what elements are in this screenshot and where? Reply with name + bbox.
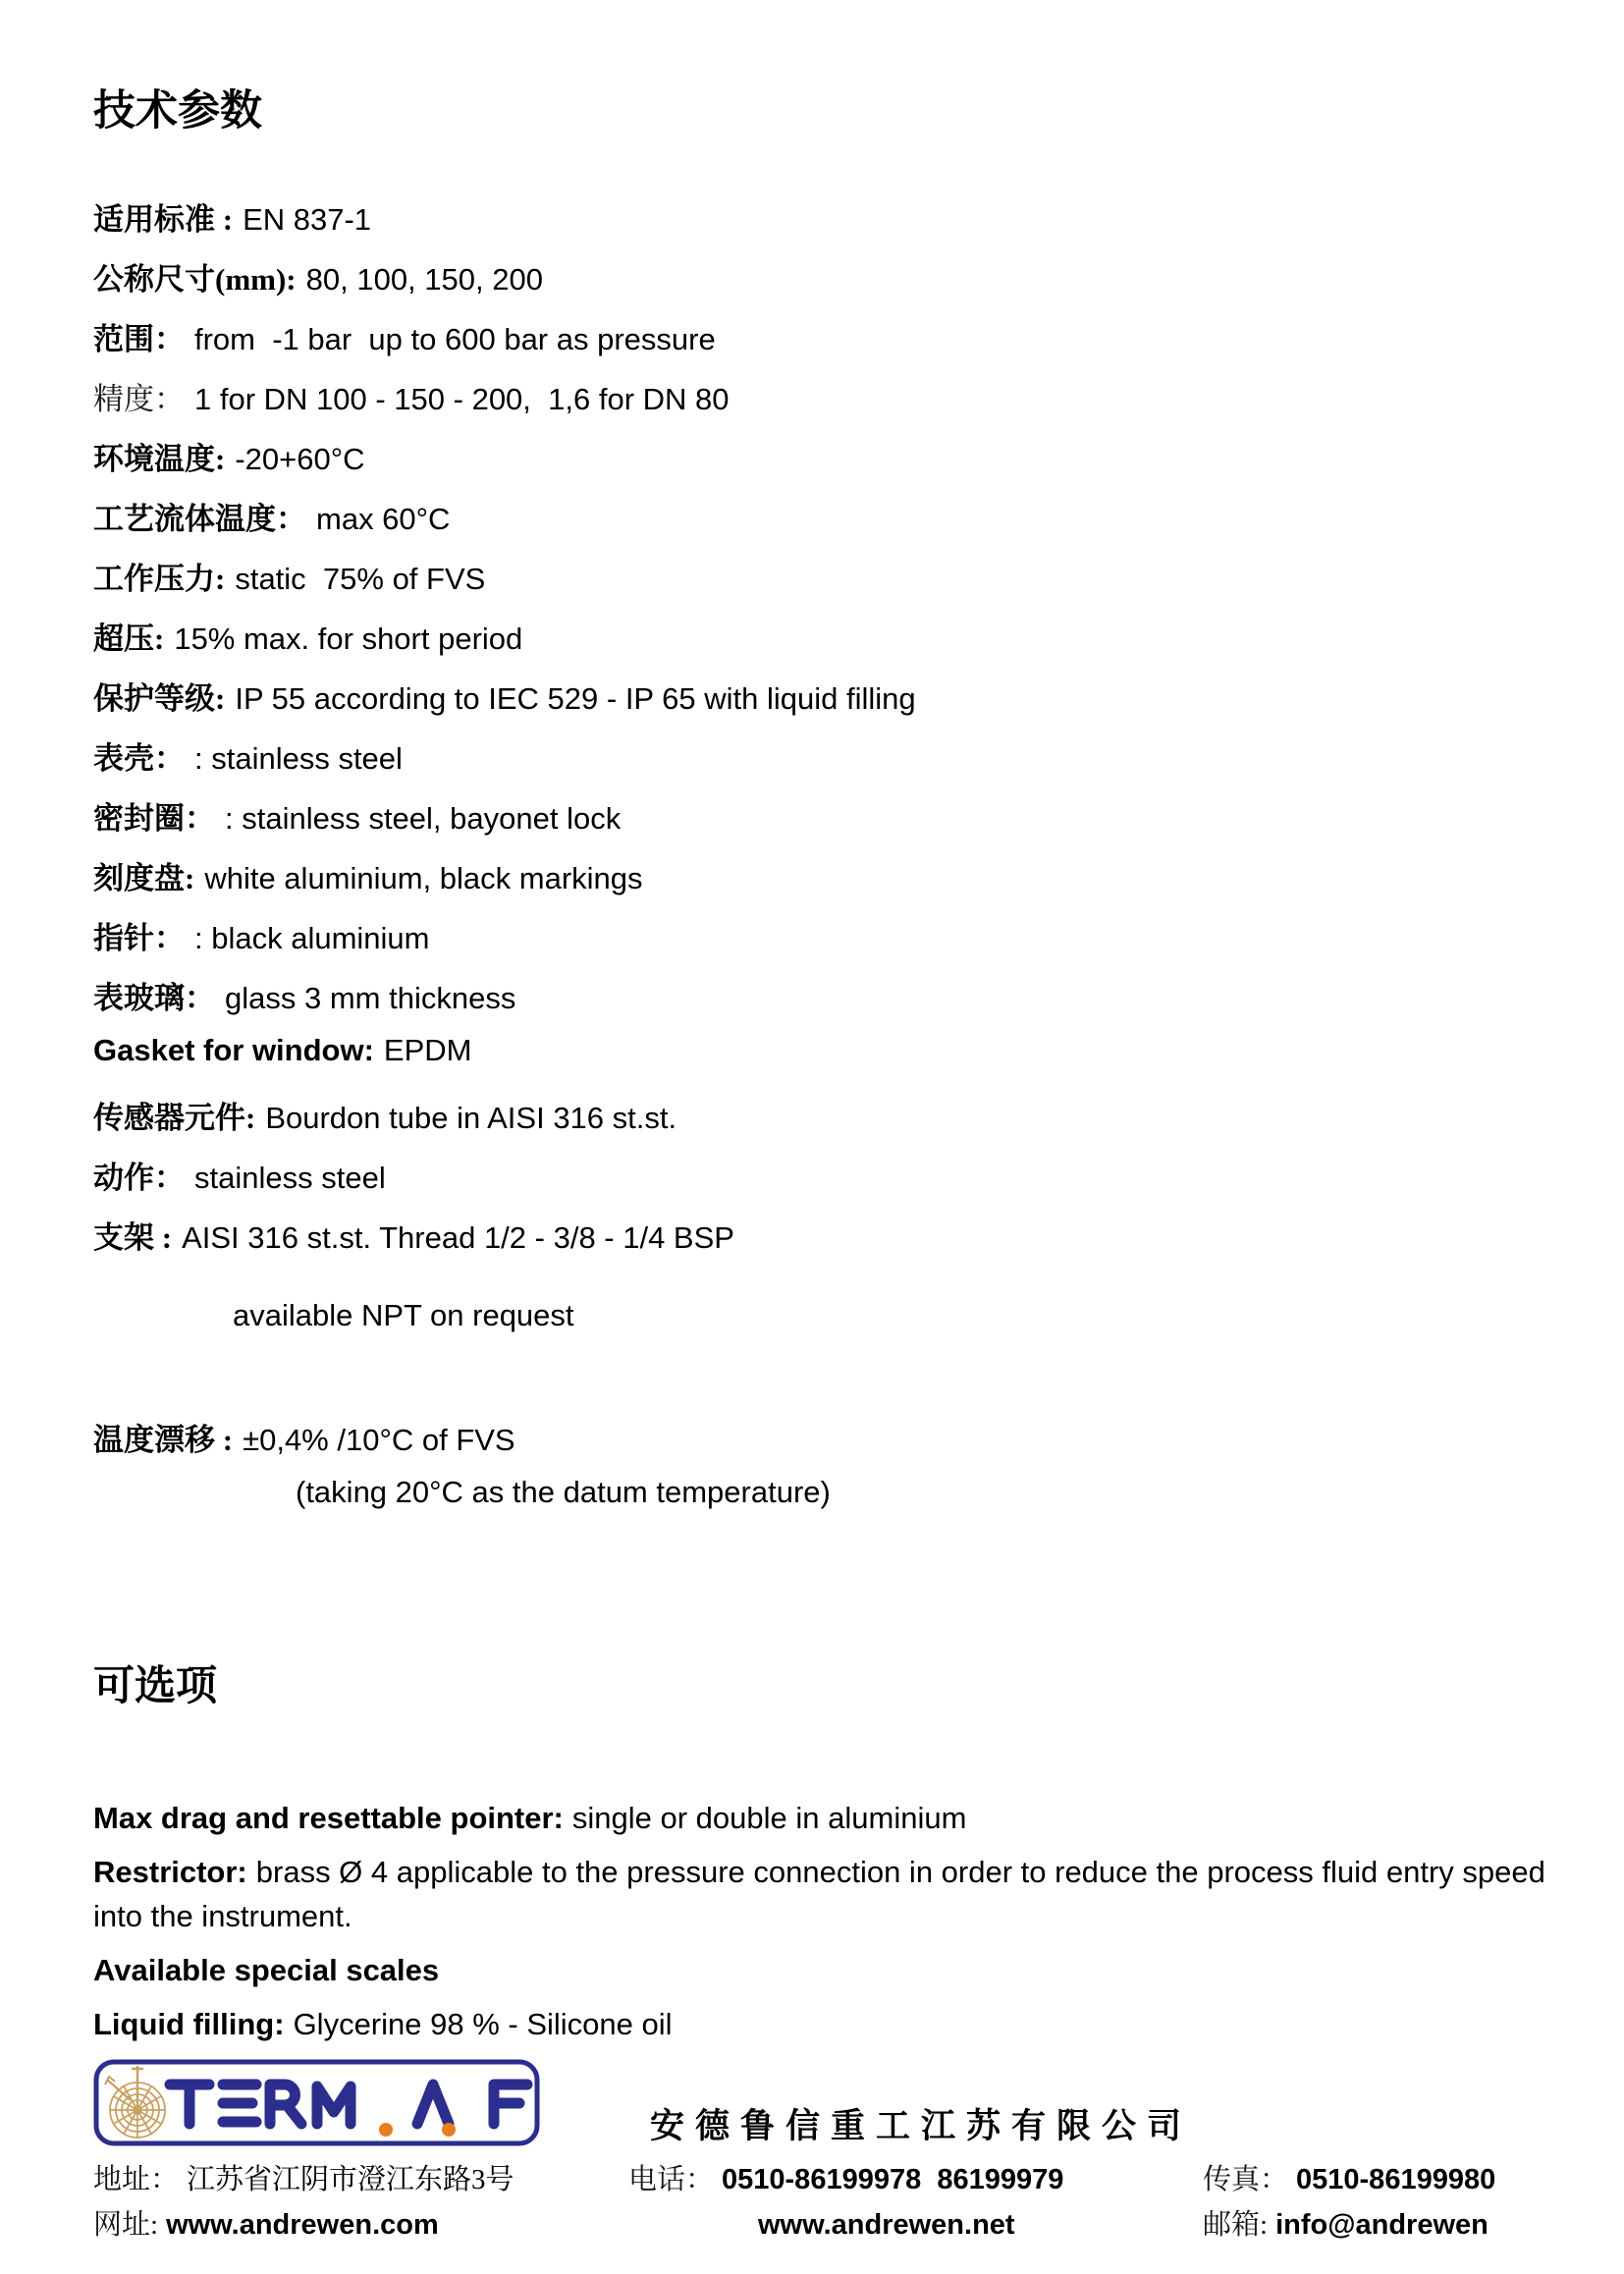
spec-row bbox=[93, 973, 1567, 1033]
spec-label: 公称尺寸(mm): bbox=[93, 261, 297, 297]
website-label: 网址: bbox=[93, 2209, 159, 2241]
spec-label: 传感器元件: bbox=[93, 1100, 256, 1135]
spec-label: 表玻璃： bbox=[93, 980, 215, 1015]
spec-label: 适用标准 : bbox=[93, 201, 234, 237]
spec-row bbox=[93, 434, 1567, 494]
spec-value: available NPT on request bbox=[233, 1297, 574, 1332]
main-content bbox=[93, 86, 1567, 2056]
spec-value: : stainless steel, bayonet lock bbox=[225, 800, 622, 836]
spec-value: IP 55 according to IEC 529 - IP 65 with liquid filling bbox=[235, 680, 916, 716]
spec-label: 温度漂移 : bbox=[93, 1422, 234, 1457]
spec-label: 刻度盘: bbox=[93, 860, 195, 895]
spec-row bbox=[93, 1415, 1567, 1475]
spec-label: Gasket for window: bbox=[93, 1032, 374, 1067]
spec-value: stainless steel bbox=[194, 1160, 386, 1195]
spec-row bbox=[93, 194, 1567, 254]
spec-row bbox=[93, 1298, 1567, 1358]
address-value: 江苏省江阴市澄江东路3号 bbox=[187, 2164, 514, 2195]
option-row bbox=[93, 1948, 1567, 1992]
contact-row-1 bbox=[93, 2157, 1586, 2202]
specs-list bbox=[93, 194, 1567, 1535]
email-cell bbox=[1203, 2202, 1586, 2247]
contact-row-2 bbox=[93, 2202, 1586, 2247]
spec-label: 范围： bbox=[93, 321, 185, 356]
spec-label: 支架 : bbox=[93, 1219, 173, 1255]
spec-value: 15% max. for short period bbox=[174, 621, 523, 656]
spec-value: 80, 100, 150, 200 bbox=[305, 261, 543, 297]
spec-value: EN 837-1 bbox=[243, 201, 372, 237]
spec-row bbox=[93, 494, 1567, 554]
spec-value: 1 for DN 100 - 150 - 200, 1,6 for DN 80 bbox=[194, 381, 730, 416]
address-cell bbox=[93, 2157, 628, 2202]
spec-label: 精度： bbox=[93, 381, 185, 416]
company-name: 安德鲁信重工江苏有限公司 bbox=[650, 2106, 1193, 2145]
spec-label: 超压: bbox=[93, 621, 165, 656]
spec-row bbox=[93, 793, 1567, 853]
spec-label: 动作： bbox=[93, 1160, 185, 1195]
footer bbox=[93, 2057, 1586, 2247]
option-label: Available special scales bbox=[93, 1952, 440, 1987]
spec-row bbox=[93, 314, 1567, 374]
spec-label: 保护等级: bbox=[93, 680, 226, 716]
spec-value: ±0,4% /10°C of FVS bbox=[243, 1422, 515, 1457]
option-label: Restrictor: bbox=[93, 1854, 247, 1889]
email-label: 邮箱: bbox=[1203, 2209, 1269, 2241]
logo-orange-dot bbox=[442, 2123, 456, 2137]
logo-orange-dot bbox=[379, 2123, 393, 2137]
spec-row bbox=[93, 853, 1567, 913]
spec-value: white aluminium, black markings bbox=[204, 860, 643, 895]
website-net-cell bbox=[628, 2202, 1203, 2247]
tel-cell bbox=[628, 2157, 1203, 2202]
spec-label: 密封圈： bbox=[93, 800, 215, 836]
spec-row bbox=[93, 1093, 1567, 1153]
website-com: www.andrewen.com bbox=[166, 2209, 439, 2241]
spec-value: static 75% of FVS bbox=[235, 561, 486, 596]
spec-label: 工作压力: bbox=[93, 561, 226, 596]
fax-cell bbox=[1203, 2157, 1586, 2202]
spec-row bbox=[93, 1475, 1567, 1535]
spec-label: 工艺流体温度： bbox=[93, 501, 306, 536]
spec-row bbox=[93, 733, 1567, 793]
spec-value: : stainless steel bbox=[194, 740, 403, 776]
fax-label: 传真： bbox=[1203, 2164, 1289, 2195]
spec-value: glass 3 mm thickness bbox=[225, 980, 516, 1015]
option-value: Glycerine 98 % - Silicone oil bbox=[293, 2006, 673, 2041]
option-value: single or double in aluminium bbox=[571, 1800, 967, 1835]
spec-row bbox=[93, 1153, 1567, 1213]
option-row bbox=[93, 1796, 1567, 1840]
spec-row bbox=[93, 614, 1567, 674]
spec-label: 指针： bbox=[93, 920, 185, 955]
spec-label: 环境温度: bbox=[93, 441, 226, 476]
spec-row bbox=[93, 1213, 1567, 1272]
fax-value: 0510-86199980 bbox=[1296, 2164, 1496, 2195]
logo-row bbox=[93, 2057, 1586, 2147]
spec-row bbox=[93, 674, 1567, 733]
spec-value: EPDM bbox=[383, 1032, 472, 1067]
spec-row bbox=[93, 1033, 1567, 1093]
website-net: www.andrewen.net bbox=[758, 2209, 1015, 2241]
spec-value: from -1 bar up to 600 bar as pressure bbox=[194, 321, 716, 356]
spec-value: AISI 316 st.st. Thread 1/2 - 3/8 - 1/4 BSP bbox=[182, 1219, 734, 1255]
tel-label: 电话： bbox=[628, 2164, 715, 2195]
spec-row bbox=[93, 254, 1567, 314]
option-value: brass Ø 4 applicable to the pressure connection in order to reduce the process fluid entry speed into the instrument. bbox=[93, 1854, 1545, 1933]
spec-row bbox=[93, 374, 1567, 434]
spec-row bbox=[93, 554, 1567, 614]
spec-value: -20+60°C bbox=[235, 441, 365, 476]
tel-value: 0510-86199978 86199979 bbox=[722, 2164, 1064, 2195]
page-title: 技术参数 bbox=[93, 88, 262, 135]
spec-value: (taking 20°C as the datum temperature) bbox=[296, 1474, 831, 1509]
options-list bbox=[93, 1796, 1567, 2046]
option-row bbox=[93, 2002, 1567, 2046]
option-label: Liquid filling: bbox=[93, 2006, 285, 2041]
option-row bbox=[93, 1850, 1567, 1938]
options-section-title: 可选项 bbox=[93, 1663, 218, 1709]
spec-value: : black aluminium bbox=[194, 920, 430, 955]
spec-value: Bourdon tube in AISI 316 st.st. bbox=[265, 1100, 677, 1135]
address-label: 地址： bbox=[93, 2164, 180, 2195]
spec-label: 表壳： bbox=[93, 740, 185, 776]
option-label: Max drag and resettable pointer: bbox=[93, 1800, 564, 1835]
website-cell bbox=[93, 2202, 628, 2247]
spec-row bbox=[93, 913, 1567, 973]
spec-value: max 60°C bbox=[316, 501, 451, 536]
email-value: info@andrewen bbox=[1275, 2209, 1489, 2241]
contact-info bbox=[93, 2157, 1586, 2247]
termaf-logo bbox=[93, 2059, 540, 2147]
